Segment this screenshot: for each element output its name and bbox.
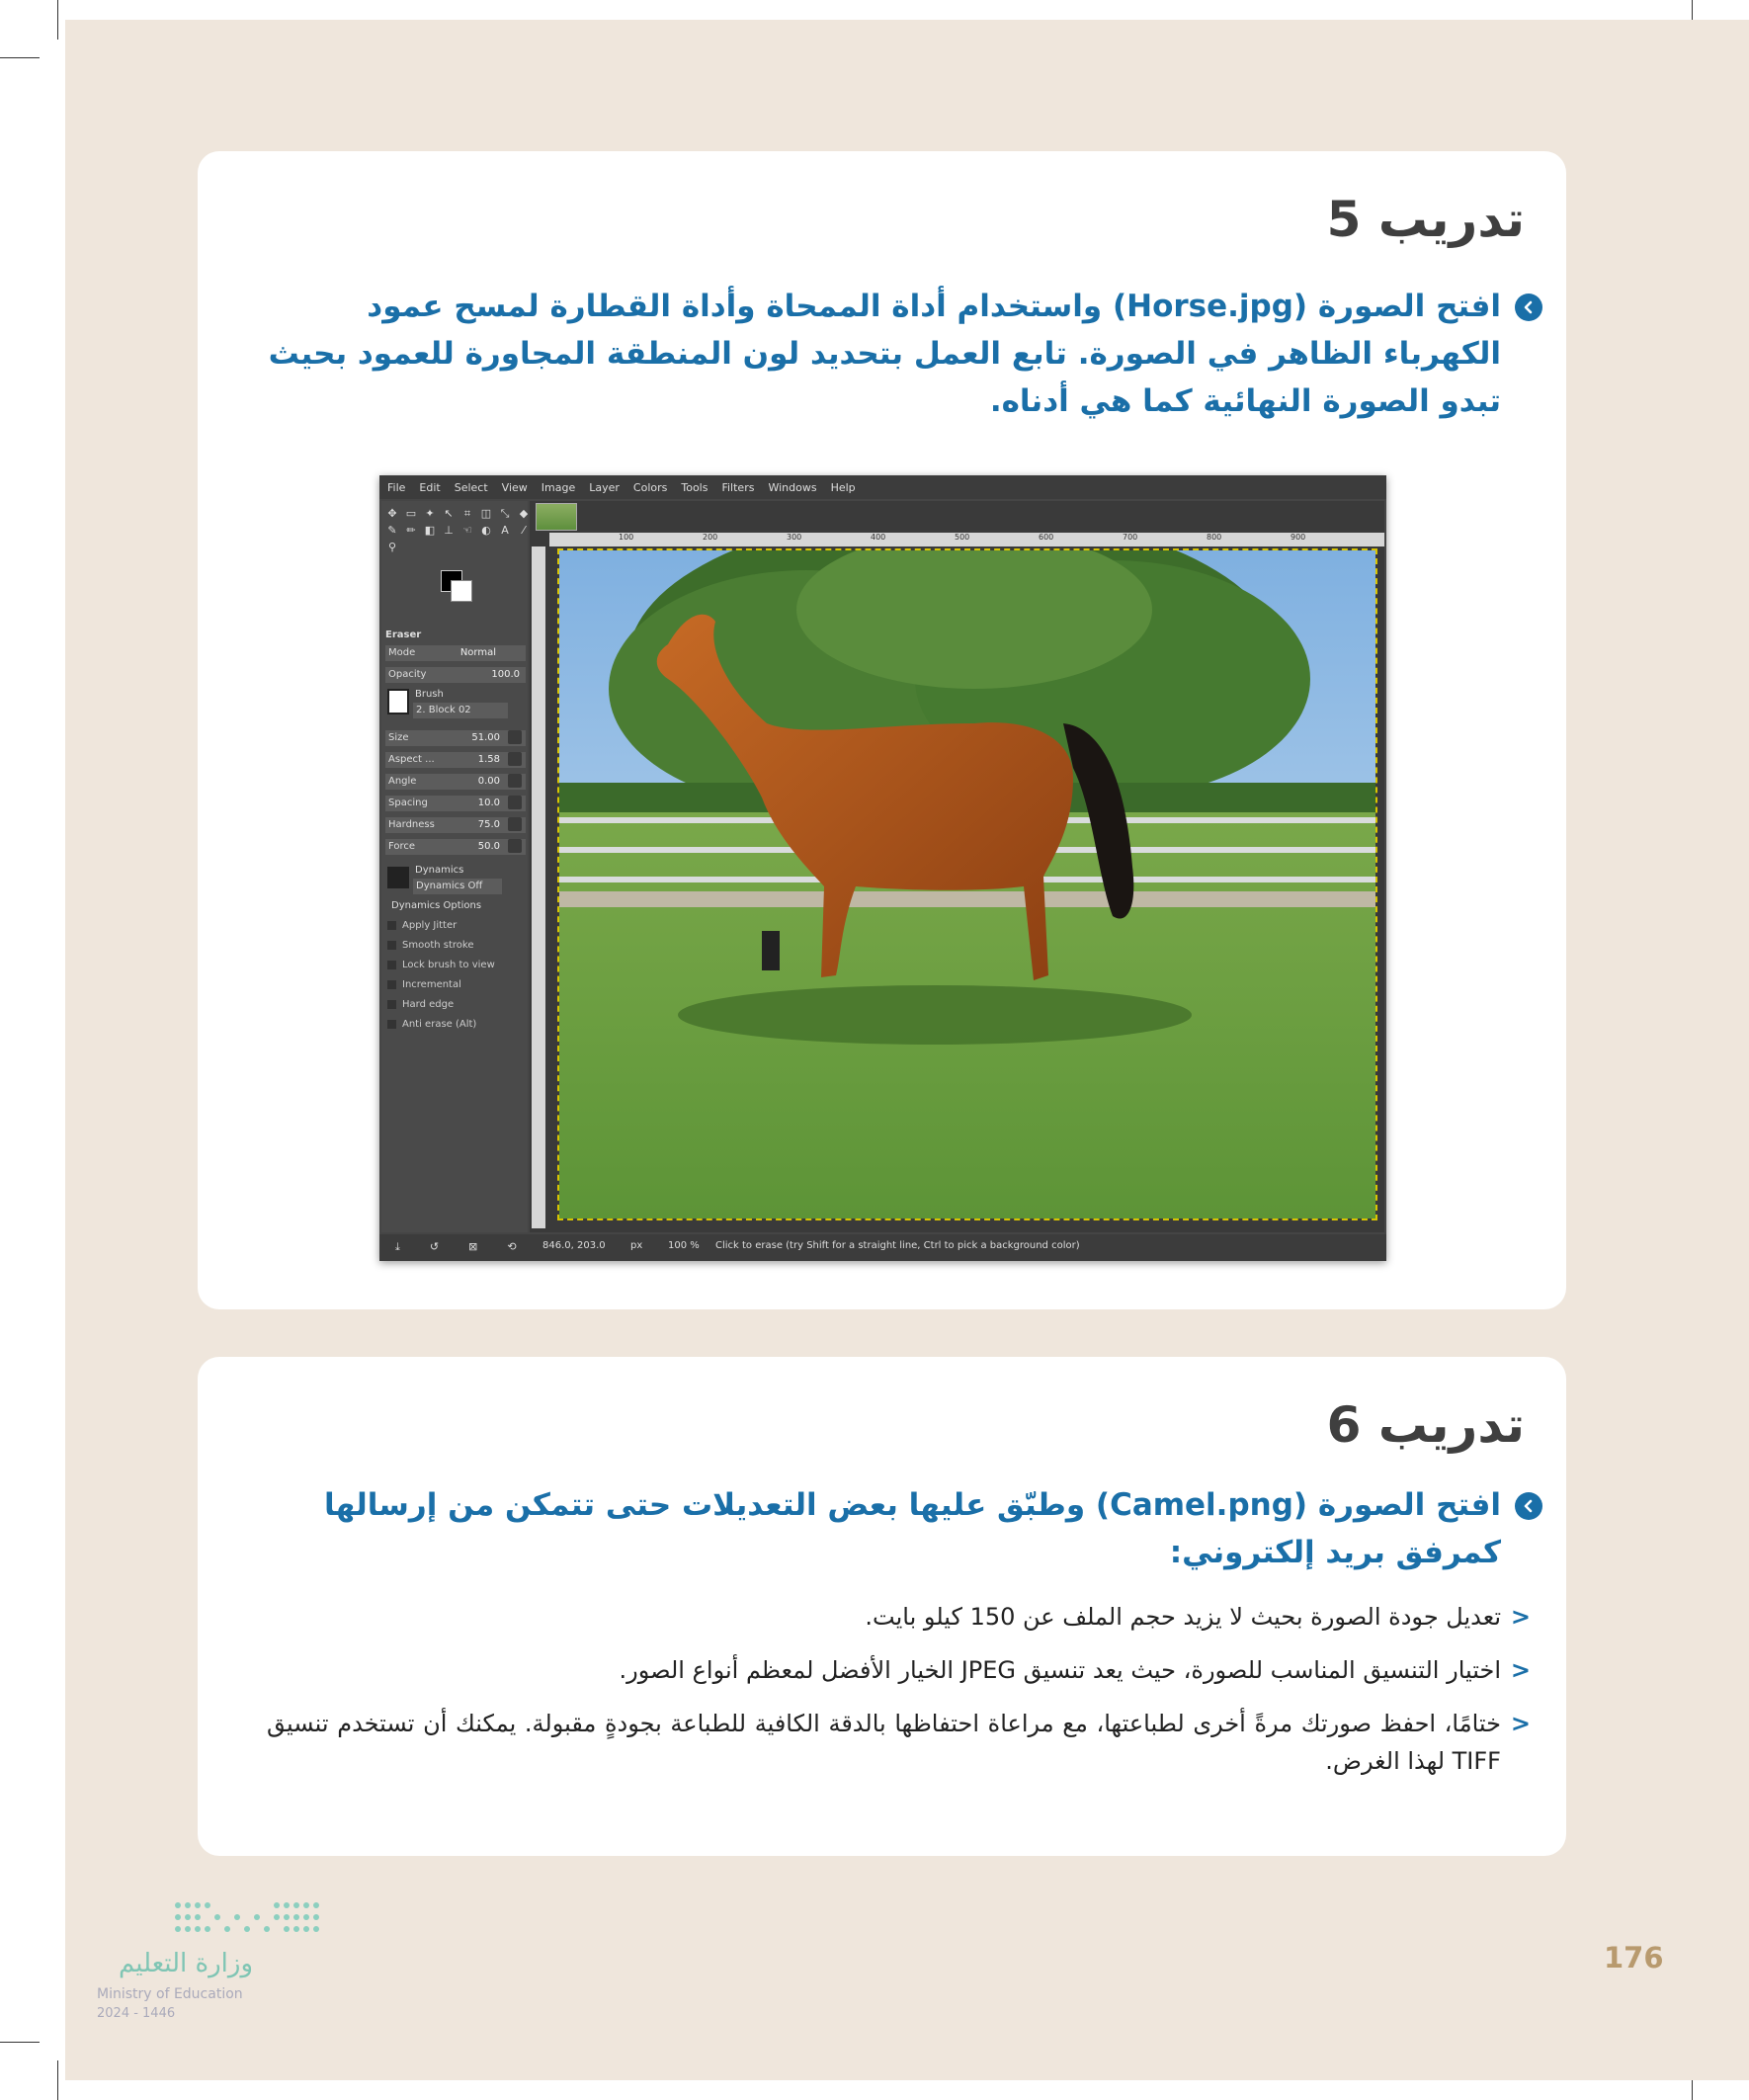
ruler-tick: 500	[955, 533, 970, 542]
chevron-left-icon	[1515, 294, 1542, 321]
crop-mark	[0, 57, 40, 58]
checkbox-incremental[interactable]	[387, 979, 461, 990]
ministry-logo	[97, 1897, 334, 2036]
image-thumbnail-tab[interactable]	[536, 503, 577, 531]
ruler-tick: 200	[703, 533, 718, 542]
step-item	[267, 1651, 1531, 1689]
exercise-5-title: تدريب 5	[1326, 191, 1525, 248]
param-label: Aspect ...	[388, 754, 435, 765]
zoom-select[interactable]: 100 %	[668, 1240, 700, 1251]
unit-select[interactable]: px	[630, 1240, 643, 1251]
param-row[interactable]	[385, 752, 526, 768]
checkbox-label: Hard edge	[402, 999, 455, 1010]
menu-view[interactable]: View	[501, 480, 528, 494]
exercise-5-task-text: افتح الصورة (Horse.jpg) واستخدام أداة الممحاة وأداة القطارة لمسح عمود الكهرباء الظاهر في الصورة. تابع العمل بتحديد لون المنطقة المجاورة للعمود بحيث تبدو الصورة النهائية كما هي أدناه.	[268, 289, 1501, 419]
param-label: Angle	[388, 776, 417, 787]
rect-select-icon[interactable]: ▭	[405, 507, 417, 520]
gimp-screenshot	[379, 475, 1386, 1261]
ministry-name-ar: وزارة التعليم	[118, 1949, 254, 1978]
crop-mark	[57, 0, 58, 40]
param-row[interactable]	[385, 730, 526, 746]
exercise-6-task-text: افتح الصورة (Camel.png) وطبّق عليها بعض التعديلات حتى تتمكن من إرسالها كمرفق بريد إلكتروني:	[324, 1487, 1501, 1570]
step-text: ختامًا، احفظ صورتك مرةً أخرى لطباعتها، مع مراعاة احتفاظها بالدقة الكافية للطباعة بجودةٍ مقبولة. يمكنك أن تستخدم تنسيق TIFF لهذا الغرض.	[267, 1710, 1501, 1775]
opacity-row[interactable]	[385, 667, 526, 683]
exercise-6-steps	[267, 1598, 1531, 1796]
vertical-ruler	[532, 546, 545, 1228]
checkbox-label: Lock brush to view	[402, 960, 495, 970]
paint-tool-icon[interactable]: ✎	[387, 524, 397, 537]
clone-tool-icon[interactable]: ⊥	[444, 524, 454, 537]
dynamics-icon[interactable]	[387, 867, 409, 888]
menu-layer[interactable]: Layer	[589, 480, 620, 494]
param-row[interactable]	[385, 796, 526, 811]
move-tool-icon[interactable]: ✥	[387, 507, 397, 520]
menu-filters[interactable]: Filters	[721, 480, 755, 494]
link-icon[interactable]	[508, 730, 522, 744]
gimp-statusbar	[379, 1234, 1386, 1261]
gimp-menubar	[379, 475, 1386, 499]
status-message: Click to erase (try Shift for a straight line, Ctrl to pick a background color)	[715, 1240, 1080, 1251]
fg-bg-color-swatches[interactable]	[441, 570, 476, 606]
chevron-icon: <	[1510, 1603, 1531, 1631]
ministry-name-en: Ministry of Education	[97, 1986, 243, 2002]
checkbox-box[interactable]	[387, 980, 396, 989]
ruler-tick: 100	[619, 533, 634, 542]
ruler-tick: 900	[1291, 533, 1306, 542]
param-row[interactable]	[385, 817, 526, 833]
checkbox-box[interactable]	[387, 1020, 396, 1029]
param-value[interactable]: 75.0	[477, 819, 500, 830]
checkbox-lock-brush[interactable]	[387, 960, 495, 970]
opacity-label: Opacity	[388, 669, 427, 680]
delete-icon[interactable]: ⊠	[468, 1240, 478, 1253]
exercise-6-card	[198, 1357, 1566, 1856]
menu-select[interactable]: Select	[454, 480, 488, 494]
smudge-tool-icon[interactable]: ☜	[462, 524, 472, 537]
reset-icon[interactable]: ⟲	[507, 1240, 517, 1253]
crop-tool-icon[interactable]: ⌗	[463, 507, 471, 520]
param-label: Size	[388, 732, 409, 743]
text-tool-icon[interactable]: A	[501, 524, 509, 537]
status-buttons	[395, 1240, 517, 1254]
ruler-tick: 300	[787, 533, 802, 542]
checkbox-label: Anti erase (Alt)	[402, 1019, 477, 1030]
chevron-left-icon	[1515, 1492, 1542, 1520]
color-picker-icon[interactable]: ⁄	[523, 524, 525, 537]
param-label: Spacing	[388, 798, 428, 808]
exercise-6-title: تدريب 6	[1326, 1396, 1525, 1454]
brush-preview[interactable]	[387, 689, 409, 714]
checkbox-apply-jitter[interactable]	[387, 920, 457, 931]
menu-file[interactable]: File	[387, 480, 406, 494]
param-row[interactable]	[385, 839, 526, 855]
link-icon[interactable]	[508, 817, 522, 831]
horizontal-ruler	[549, 533, 1384, 546]
ruler-tick: 400	[871, 533, 886, 542]
checkbox-box[interactable]	[387, 961, 396, 969]
pencil-tool-icon[interactable]: ✏	[406, 524, 416, 537]
checkbox-box[interactable]	[387, 1000, 396, 1009]
path-tool-icon[interactable]: ↖	[444, 507, 454, 520]
menu-colors[interactable]: Colors	[632, 480, 668, 494]
checkbox-box[interactable]	[387, 921, 396, 930]
ruler-tick: 800	[1207, 533, 1222, 542]
link-icon[interactable]	[508, 774, 522, 788]
param-label: Force	[388, 841, 416, 852]
crop-mark	[0, 2042, 40, 2043]
page-number: 176	[1604, 1941, 1664, 1974]
tool-grid	[385, 507, 529, 554]
dynamics-value[interactable]: Dynamics Off	[413, 879, 502, 894]
eraser-tool-icon[interactable]: ◧	[424, 524, 436, 537]
checkbox-box[interactable]	[387, 941, 396, 950]
gimp-toolbox	[381, 501, 528, 1232]
restore-icon[interactable]: ↺	[429, 1240, 440, 1253]
checkbox-smooth-stroke[interactable]	[387, 940, 474, 951]
canvas-area	[530, 501, 1384, 1232]
checkbox-label: Incremental	[402, 979, 461, 990]
mode-label: Mode	[388, 647, 416, 658]
step-item	[267, 1598, 1531, 1636]
menu-windows[interactable]: Windows	[768, 480, 817, 494]
ruler-tick: 600	[1039, 533, 1054, 542]
link-icon[interactable]	[508, 839, 522, 853]
param-value[interactable]: 51.00	[471, 732, 500, 743]
dynamics-options[interactable]: Dynamics Options	[391, 900, 482, 911]
param-row[interactable]	[385, 774, 526, 790]
dynamics-label: Dynamics	[415, 865, 464, 876]
step-text: تعديل جودة الصورة بحيث لا يزيد حجم الملف عن 150 كيلو بايت.	[865, 1603, 1501, 1631]
param-label: Hardness	[388, 819, 435, 830]
opacity-value[interactable]: 100.0	[491, 669, 520, 680]
dodge-tool-icon[interactable]: ◐	[481, 524, 491, 537]
chevron-icon: <	[1510, 1710, 1531, 1737]
ministry-logo-dots-icon	[168, 1897, 326, 1943]
brush-label: Brush	[415, 689, 444, 700]
transform-tool-icon[interactable]: ⤡	[500, 507, 510, 520]
checkbox-anti-erase[interactable]	[387, 1019, 476, 1030]
horse-photo-illustration	[559, 550, 1375, 1218]
param-value[interactable]: 50.0	[477, 841, 500, 852]
mode-value[interactable]: Normal	[459, 647, 496, 658]
param-value[interactable]: 10.0	[477, 798, 500, 808]
align-tool-icon[interactable]: ◫	[480, 507, 492, 520]
exercise-6-task	[267, 1481, 1501, 1576]
menu-help[interactable]: Help	[830, 480, 856, 494]
zoom-tool-icon[interactable]: ⚲	[387, 541, 397, 553]
fuzzy-select-icon[interactable]: ✦	[425, 507, 435, 520]
menu-image[interactable]: Image	[541, 480, 576, 494]
edition-year: 2024 - 1446	[97, 2006, 176, 2021]
mode-row[interactable]	[385, 645, 526, 661]
tool-options-title: Eraser	[385, 630, 422, 640]
background-color[interactable]	[451, 580, 472, 602]
crop-mark	[57, 2060, 58, 2100]
chevron-icon: <	[1510, 1656, 1531, 1684]
menu-edit[interactable]: Edit	[419, 480, 441, 494]
link-icon[interactable]	[508, 796, 522, 809]
step-text: اختيار التنسيق المناسب للصورة، حيث يعد تنسيق JPEG الخيار الأفضل لمعظم أنواع الصور.	[619, 1656, 1501, 1684]
param-value[interactable]: 1.58	[477, 754, 500, 765]
param-value[interactable]: 0.00	[477, 776, 500, 787]
horse-photo[interactable]	[557, 548, 1377, 1220]
exercise-5-task	[267, 283, 1501, 425]
save-tool-preset-icon[interactable]: ⤓	[395, 1240, 400, 1253]
link-icon[interactable]	[508, 752, 522, 766]
bucket-fill-icon[interactable]: ◆	[519, 507, 529, 520]
checkbox-label: Apply Jitter	[402, 920, 458, 931]
step-item	[267, 1705, 1531, 1780]
menu-tools[interactable]: Tools	[681, 480, 708, 494]
ruler-tick: 700	[1123, 533, 1138, 542]
checkbox-label: Smooth stroke	[402, 940, 474, 951]
checkbox-hard-edge[interactable]	[387, 999, 454, 1010]
cursor-coords: 846.0, 203.0	[542, 1240, 606, 1251]
brush-value[interactable]: 2. Block 02	[413, 703, 508, 718]
